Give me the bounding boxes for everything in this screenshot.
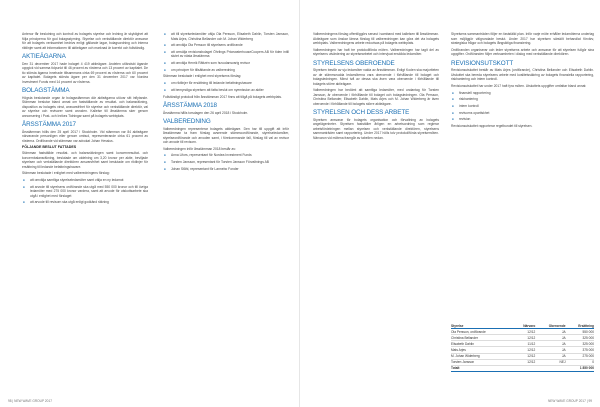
column-header: Närvaro (514, 323, 536, 329)
list-item: ● revisorns opartiskhet (452, 110, 490, 115)
bullet-icon: ● (23, 178, 25, 183)
intro-paragraph: Antenor får beslutning och kontroll av bolagets styrelse och ledning är skyldighet att följa principerna för god bolagsstyrning. Styrelse och verkställande direktör ansvarar för att bolagets verksamhet bedrivs enligt gällande lagar, bolagsordning och interna riktlinjer samt att informationen till aktieägare och marknad är korrekt och fullständig. (22, 32, 148, 50)
paragraph: Valberedningens förslag offentliggörs senast i samband med kallelsen till årsstämman. Aktieägare som önskar lämna förslag till valberedningen kan göra det via bolagets webbplats. Valberedningens arbete redovisas på bolagets webbplats. (313, 32, 439, 45)
heading-bolagsstamma: BOLAGSTÄMMA (22, 87, 70, 94)
list-item: ● att arvode till revisorn ska utgå enligt godkänd räkning (23, 200, 109, 205)
paragraph: Stämman beslutade i enlighet med valberedningens förslag: (22, 171, 110, 176)
paragraph: Fullständigt protokoll från årsstämman 2017 finns att tillgå på bolagets webbplats. (163, 94, 282, 99)
paragraph: Styrelsen består av sju ledamöter valda av årsstämman. Enligt Koden ska majoriteten av de stämmovalda ledamöterna vara oberoende i förhållande till bolaget och bolagsledningen. Minst två av dessa ska även vara oberoende i förhållande till bolagets större aktieägare. (313, 68, 439, 86)
bullet-icon: ● (452, 110, 454, 115)
list-item: ● revision (452, 117, 471, 122)
bullet-icon: ● (23, 184, 25, 189)
column-header: Styrelse (451, 323, 514, 329)
bullet-icon: ● (452, 90, 454, 95)
heading-arsstamma-2018: ÅRSSTÄMMA 2018 (163, 102, 217, 109)
bullet-icon: ● (164, 87, 166, 92)
heading-valberedning: VALBEREDNING (163, 118, 211, 125)
list-item: ● att omvälja Ola Persson till styrelsens ordförande (164, 43, 243, 48)
column-header: Ersättning (566, 323, 594, 329)
list-item: ● Johan Ståhl, representant för Lannebo Fonder (164, 166, 239, 171)
board-table (451, 323, 594, 372)
heading-styrelsen-och-dess-arbete: STYRELSEN OCH DESS ARBETE (313, 109, 410, 117)
list-item: ● att bemyndiga styrelsen att fatta beslut om nyemission av aktier (164, 87, 264, 92)
list-item: ● om riktlinjer för ersättning till ledande befattningshavare (164, 81, 252, 86)
page-fold (299, 0, 300, 407)
heading-aktieagarna: AKTIEÄGARNA (22, 53, 66, 60)
list-item: ● att omvälja Henrik Rättzén som huvudansvarig revisor (164, 61, 250, 66)
paragraph: Ordföranden organiserar och leder styrelsens arbete och ansvarar för att styrelsen fullgör sina uppgifter. Ordföranden följer verksamheten i dialog med verkställande direktören. (451, 47, 594, 57)
heading-styrelsens-oberoende: STYRELSENS OBEROENDE (313, 59, 395, 67)
paragraph: Stämman beslutade i enlighet med styrelsens förslag: (163, 74, 242, 79)
paragraph: Valberedningen har haft tre protokollförda möten. Valberedningen har tagit del av styrelsens utvärdering av styrelsearbetet och intervjuat enskilda ledamöter. (313, 47, 439, 57)
table-row: Ola Persson, ordförande 12/12 JA 550 000 (451, 329, 594, 334)
list-item: ● Anna Lifors, representant för Nordea Investment Funds (164, 153, 252, 158)
list-item: ● att arvode till styrelsens ordförande ska utgå med 550 000 kronor och till övriga ledamöter med 275 000 kronor vardera, samt att arvode för utskottsarbete ska utgå i enlighet med förslaget (23, 184, 148, 198)
bullet-icon: ● (164, 81, 166, 86)
list-item: ● riskhantering (452, 97, 478, 102)
list-item: ● finansiell rapportering (452, 90, 491, 95)
paragraph: Revisionsutskottet har under 2017 haft fyra möten. Utskottets uppgifter omfattar bland annat: (451, 83, 587, 88)
table-row: Torsten Jansson 12/12 NEJ 0 (451, 360, 594, 365)
paragraph: Revisionsutskottet rapporterar regelbundet till styrelsen. (451, 124, 533, 128)
bullet-icon: ● (452, 117, 454, 122)
table-total-row: Totalt 1 850 000 (451, 366, 594, 371)
bullet-icon: ● (164, 43, 166, 48)
bullet-icon: ● (164, 166, 166, 171)
paragraph: Revisionsutskottet består av Mats Arjes (ordförande), Christina Bellander och Elisabeth Dahlin. Utskottet ska bereda styrelsens arbete med kvalitetssäkring av bolagets finansiella rapportering, riskhantering och intern kontroll. (451, 68, 594, 82)
list-item: ● att omvälja samtliga styrelseledamöter samt välja en ny ledamot (23, 178, 124, 183)
bullet-icon: ● (164, 153, 166, 158)
paragraph: Styrelsen ansvarar för bolagets organisation och förvaltning av bolagets angelägenheter. Styrelsen fastställer årligen en arbetsordning som reglerar arbetsfördelningen mellan styrelsen och verkställande direktören, styrelsens sammanträden samt rapportering. Under 2017 hölls tolv protokollförda styrelsemöten. Närvaron vid mötena framgår av tabellen nedan. (313, 117, 439, 140)
bullet-icon: ● (23, 200, 25, 205)
table-row: Elisabeth Dahlin 11/12 JA 325 000 (451, 341, 594, 346)
table-row: Mats Arjes 12/12 JA 375 000 (451, 348, 594, 353)
column-4 (451, 32, 594, 131)
bullet-icon: ● (452, 103, 454, 108)
bullet-icon: ● (452, 97, 454, 102)
column-1 (22, 32, 148, 207)
paragraph: Valberedningen inför årsstämman 2018 består av: (163, 146, 236, 151)
footer-left: 98 | NEW WAVE GROUP 2017 (8, 399, 52, 403)
heading-revisionsutskott: REVISIONSUTSKOTT (451, 59, 514, 67)
footer-right: NEW WAVE GROUP 2017 | 99 (548, 399, 592, 403)
table-row: Christina Bellander 12/12 JA 325 000 (451, 335, 594, 340)
paragraph: Valberedningen representerar bolagets aktieägare. Den har till uppgift att inför årsstämman ta fram förslag avseende stämmoordförande, styrelseledamöter, styrelseordförande och arvoden samt, i förekommande fall, förslag till val av revisor och arvode till revisorn. (163, 126, 289, 144)
paragraph: Styrelsens sammanträden följer en fastställd plan. Inför varje möte erhåller ledamöterna underlag som möjliggör välgrundade beslut. Under 2017 har styrelsen särskilt behandlat förvärv, strategiska frågor och bolagets långsiktiga finansiering. (451, 32, 594, 45)
bullet-icon: ● (164, 61, 166, 66)
list-item: ● om principer för tillsättande av valberedning (164, 67, 235, 72)
column-header: Oberoende (535, 323, 565, 329)
column-3 (313, 32, 439, 143)
list-item: ● att omvälja revisionsbolaget Öhrlings PricewaterhouseCoopers AB för tiden intill slutet av nästa årsstämma (164, 49, 289, 59)
paragraph: Den 31 december 2017 hade bolaget 4 419 aktieägare. Andelen utländskt ägande uppgick vid samma tidpunkt till 46 procent av rösterna och 13 procent av kapitalet. De tio största ägarna innehade tillsammans cirka 69 procent av rösterna och 60 procent av kapitalet. Bolagets största ägare per den 31 december 2017 var Nordea Investment Funds med 14 procent av rösterna. (22, 61, 148, 84)
list-item: ● Torsten Jansson, representant för Torsten Jansson Förvaltnings AB (164, 160, 269, 165)
paragraph: Årsstämman hölls den 25 april 2017 i Stockholm. Vid stämman var 84 aktieägare närvarande personligen eller genom ombud, representerande cirka 61 procent av rösterna. Ordförande vid stämman var advokat Johan Hessius. (22, 129, 148, 143)
paragraph: Valberedningen har bedömt att samtliga ledamöter, med undantag för Torsten Jansson, är oberoende i förhållande till bolaget och bolagsledningen. Ola Persson, Christina Bellander, Elisabeth Dahlin, Mats Arjes och M. Johan Widerberg är även oberoende i förhållande till bolagets större aktieägare. (313, 88, 439, 106)
paragraph: Högsta beslutande organ är bolagsstämman där aktieägarna utövar sitt inflytande. Stämman beslutar bland annat om fastställande av resultat- och balansräkning, disposition av bolagets vinst, ansvarsfrihet för styrelse och verkställande direktör, val av styrelse och revisorer samt arvoden. Kallelse till årsstämma sker genom annonsering i Post- och Inrikes Tidningar samt på bolagets webbplats. (22, 95, 148, 118)
bullet-icon: ● (164, 32, 166, 36)
table-row: M. Johan Widerberg 12/12 JA 275 000 (451, 354, 594, 359)
bullet-icon: ● (164, 160, 166, 165)
bullet-icon: ● (164, 67, 166, 72)
paragraph: Stämman fastställde resultat- och balansräkningen samt koncernresultat- och koncernbalansräkning, beslutade om utdelning om 3,20 kronor per aktie, beviljade styrelsen och verkställande direktören ansvarsfrihet samt beslutade om riktlinjer för ersättning till ledande befattningshavare. (22, 151, 148, 169)
heading-arsstamma-2017: ÅRSSTÄMMA 2017 (22, 121, 76, 128)
column-2 (163, 32, 289, 173)
list-item: ● intern kontroll (452, 103, 479, 108)
subheading-beslut: FÖLJANDE BESLUT FATTADES (22, 145, 77, 150)
list-item: ● att till styrelseledamöter välja Ola Persson, Elisabeth Dahlin, Torsten Jansson, Mats Arjes, Christina Bellander och M. Johan Widerberg (164, 32, 289, 41)
bullet-icon: ● (164, 49, 166, 54)
paragraph: Årsstämma hålls torsdagen den 26 april 2018 i Stockholm. (163, 110, 249, 115)
